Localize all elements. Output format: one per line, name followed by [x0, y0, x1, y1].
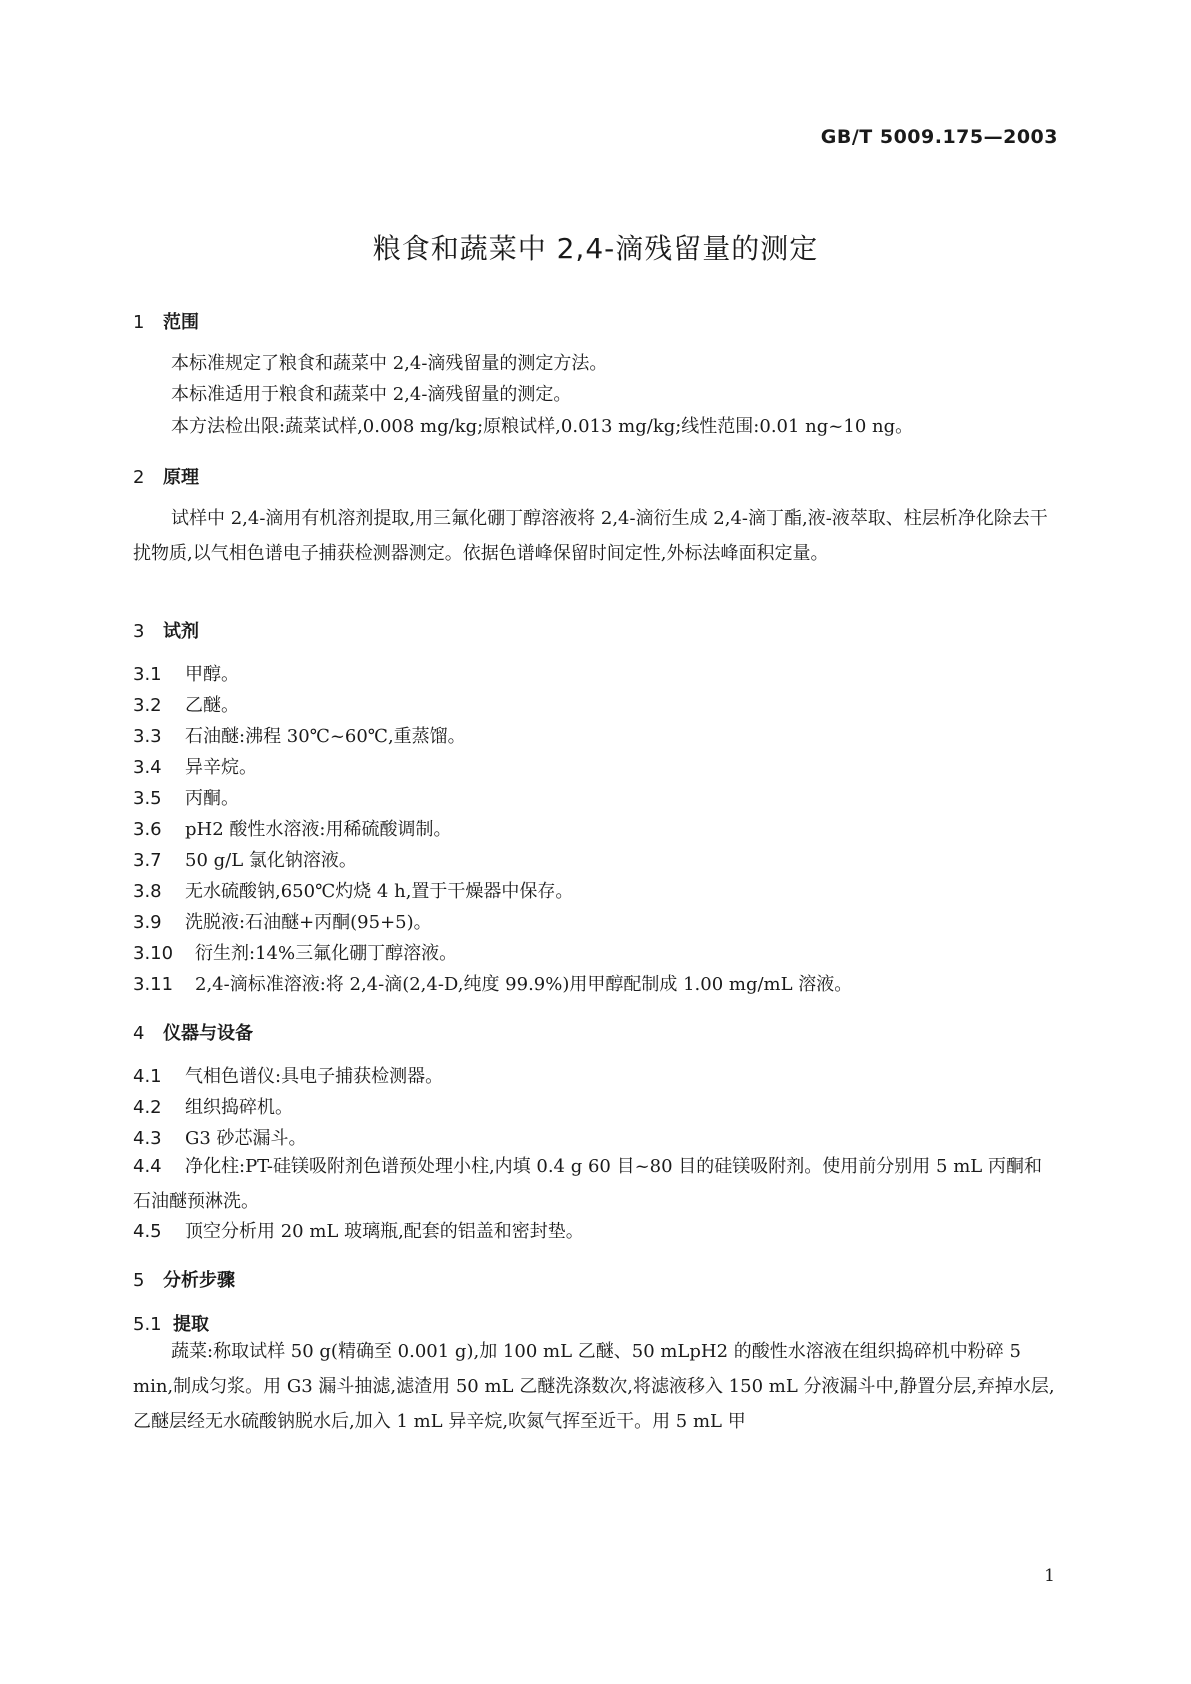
- item-text: 无水硫酸钠,650℃灼烧 4 h,置于干燥器中保存。: [185, 881, 574, 902]
- item-number: 4.5: [133, 1221, 162, 1242]
- section-number: 3: [133, 621, 145, 642]
- item-text: 甲醇。: [185, 664, 239, 685]
- equipment-item: [133, 1093, 293, 1119]
- item-number: 3.6: [133, 819, 162, 840]
- equipment-item: [133, 1217, 584, 1243]
- scope-paragraph-3: 本方法检出限:蔬菜试样,0.008 mg/kg;原粮试样,0.013 mg/kg;线性范围:0.01 ng~10 ng。: [171, 416, 914, 437]
- item-text: pH2 酸性水溶液:用稀硫酸调制。: [185, 819, 452, 840]
- item-number: 3.5: [133, 788, 162, 809]
- section-number: 1: [133, 312, 145, 333]
- section-4-heading: [133, 1019, 253, 1045]
- subsection-5-1-heading: [133, 1310, 209, 1336]
- scope-paragraph-2: 本标准适用于粮食和蔬菜中 2,4-滴残留量的测定。: [171, 384, 572, 405]
- standard-code: GB/T 5009.175—2003: [820, 126, 1058, 148]
- item-number: 3.1: [133, 664, 162, 685]
- equipment-item: [133, 1149, 1057, 1219]
- subsection-title: 提取: [173, 1314, 209, 1335]
- reagent-item: [133, 877, 573, 903]
- item-text: 衍生剂:14%三氟化硼丁醇溶液。: [195, 943, 458, 964]
- item-number: 3.7: [133, 850, 162, 871]
- reagent-item: [133, 939, 457, 965]
- item-number: 3.10: [133, 943, 174, 964]
- item-text: 洗脱液:石油醚+丙酮(95+5)。: [185, 912, 432, 933]
- section-number: 4: [133, 1023, 145, 1044]
- page-number: 1: [1044, 1566, 1055, 1586]
- item-number: 4.1: [133, 1066, 162, 1087]
- item-number: 3.2: [133, 695, 162, 716]
- item-text: 石油醚:沸程 30℃~60℃,重蒸馏。: [185, 726, 466, 747]
- reagent-item: [133, 815, 451, 841]
- reagent-item: [133, 691, 239, 717]
- reagent-item: [133, 784, 239, 810]
- equipment-item: [133, 1124, 307, 1150]
- reagent-item: [133, 722, 466, 748]
- reagent-item: [133, 846, 357, 872]
- reagent-item: [133, 908, 432, 934]
- section-title: 原理: [163, 467, 199, 488]
- item-text: 2,4-滴标准溶液:将 2,4-滴(2,4-D,纯度 99.9%)用甲醇配制成 1.00 mg/mL 溶液。: [195, 974, 853, 995]
- item-number: 3.3: [133, 726, 162, 747]
- section-title: 范围: [163, 312, 199, 333]
- item-number: 4.4: [133, 1156, 162, 1177]
- extraction-paragraph: 蔬菜:称取试样 50 g(精确至 0.001 g),加 100 mL 乙醚、50 mLpH2 的酸性水溶液在组织捣碎机中粉碎 5 min,制成匀浆。用 G3 漏斗抽滤,滤渣用 50 mL 乙醚洗涤数次,将滤液移入 150 mL 分液漏斗中,静置分层,弃掉水层,乙醚层经无水硫酸钠脱水后,加入 1 mL 异辛烷,吹氮气挥至近干。用 5 mL 甲: [133, 1341, 1055, 1432]
- item-number: 3.8: [133, 881, 162, 902]
- item-text: 异辛烷。: [185, 757, 257, 778]
- subsection-number: 5.1: [133, 1314, 162, 1335]
- item-number: 3.9: [133, 912, 162, 933]
- scope-paragraph-1: 本标准规定了粮食和蔬菜中 2,4-滴残留量的测定方法。: [171, 353, 608, 374]
- item-text: 组织捣碎机。: [185, 1097, 293, 1118]
- section-2-heading: [133, 463, 199, 489]
- item-text: 顶空分析用 20 mL 玻璃瓶,配套的铝盖和密封垫。: [185, 1221, 584, 1242]
- item-number: 3.11: [133, 974, 174, 995]
- item-text: 乙醚。: [185, 695, 239, 716]
- equipment-item: [133, 1062, 443, 1088]
- item-number: 4.2: [133, 1097, 162, 1118]
- section-number: 2: [133, 467, 145, 488]
- document-title: 粮食和蔬菜中 2,4-滴残留量的测定: [372, 232, 819, 265]
- section-number: 5: [133, 1270, 145, 1291]
- item-text: 净化柱:PT-硅镁吸附剂色谱预处理小柱,内填 0.4 g 60 目~80 目的硅镁吸附剂。使用前分别用 5 mL 丙酮和石油醚预淋洗。: [133, 1156, 1042, 1212]
- reagent-item: [133, 753, 257, 779]
- item-number: 4.3: [133, 1128, 162, 1149]
- section-title: 试剂: [163, 621, 199, 642]
- section-title: 分析步骤: [163, 1270, 235, 1291]
- principle-paragraph: 试样中 2,4-滴用有机溶剂提取,用三氟化硼丁醇溶液将 2,4-滴衍生成 2,4-滴丁酯,液-液萃取、柱层析净化除去干扰物质,以气相色谱电子捕获检测器测定。依据色谱峰保留时间定性,外标法峰面积定量。: [133, 508, 1048, 564]
- section-1-heading: [133, 308, 199, 334]
- section-3-heading: [133, 617, 199, 643]
- section-title: 仪器与设备: [163, 1023, 253, 1044]
- item-text: 丙酮。: [185, 788, 239, 809]
- item-text: 气相色谱仪:具电子捕获检测器。: [185, 1066, 444, 1087]
- item-text: G3 砂芯漏斗。: [185, 1128, 307, 1149]
- item-text: 50 g/L 氯化钠溶液。: [185, 850, 357, 871]
- reagent-item: [133, 660, 239, 686]
- section-5-heading: [133, 1266, 235, 1292]
- item-number: 3.4: [133, 757, 162, 778]
- reagent-item: [133, 970, 852, 996]
